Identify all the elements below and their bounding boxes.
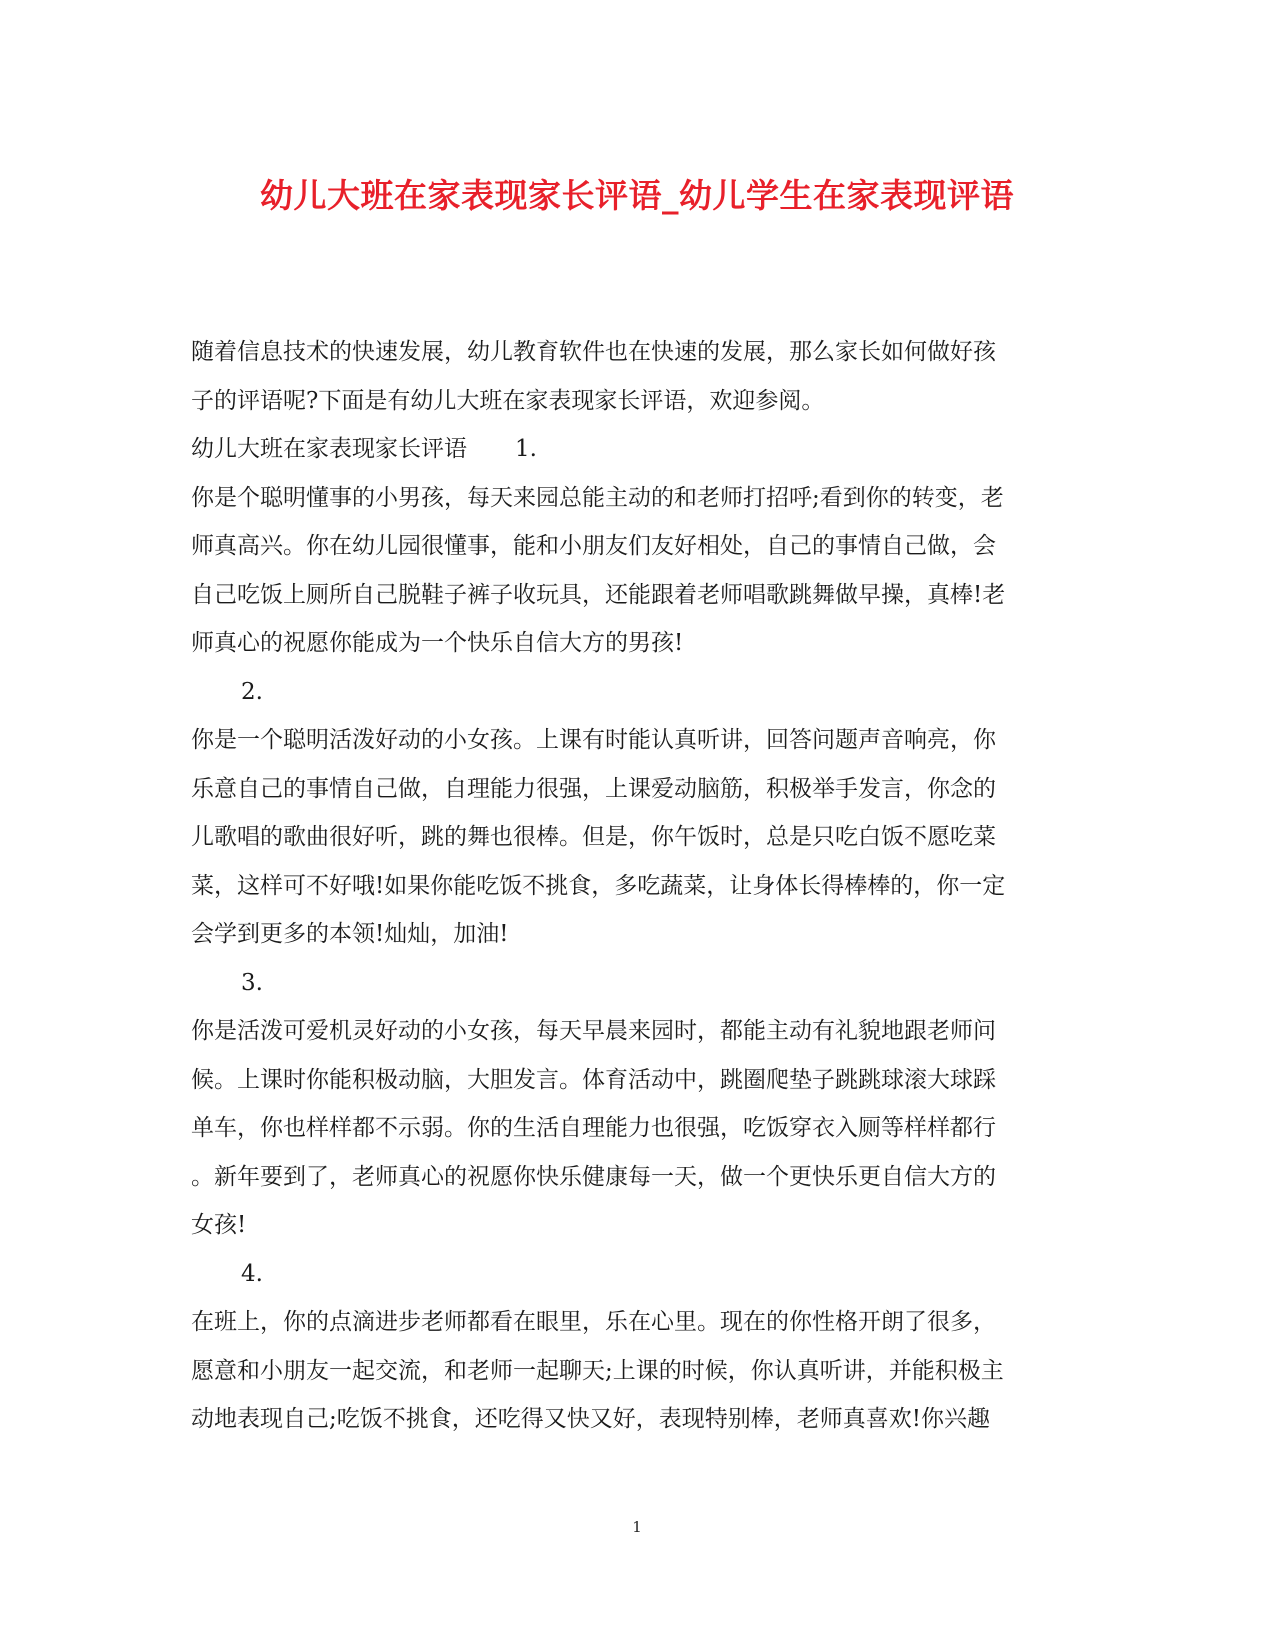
item1-line-4: 师真心的祝愿你能成为一个快乐自信大方的男孩! — [191, 630, 684, 656]
item-number-2: 2. — [241, 678, 263, 705]
item2-line-5: 会学到更多的本领!灿灿，加油! — [191, 921, 509, 947]
item4-line-1: 在班上，你的点滴进步老师都看在眼里，乐在心里。现在的你性格开朗了很多， — [191, 1309, 996, 1335]
item-number-3: 3. — [241, 969, 263, 996]
item4-line-2: 愿意和小朋友一起交流，和老师一起聊天;上课的时候，你认真听讲，并能积极主 — [191, 1357, 1004, 1384]
document-title: 幼儿大班在家表现家长评语_幼儿学生在家表现评语 — [260, 176, 1014, 215]
item-number-1: 1. — [515, 436, 537, 462]
item4-line-3: 动地表现自己;吃饭不挑食，还吃得又快又好，表现特别棒，老师真喜欢!你兴趣 — [191, 1406, 990, 1432]
intro-line-2: 子的评语呢?下面是有幼儿大班在家表现家长评语，欢迎参阅。 — [191, 387, 825, 414]
section-heading-line — [191, 425, 1083, 474]
item1-line-1: 你是个聪明懂事的小男孩，每天来园总能主动的和老师打招呼;看到你的转变，老 — [191, 484, 1004, 511]
item2-line-2: 乐意自己的事情自己做，自理能力很强，上课爱动脑筋，积极举手发言，你念的 — [191, 775, 996, 802]
item3-line-5: 女孩! — [191, 1212, 247, 1238]
item-number-4: 4. — [241, 1260, 263, 1287]
document-body — [191, 328, 1083, 1444]
item2-line-4: 菜，这样可不好哦!如果你能吃饭不挑食，多吃蔬菜，让身体长得棒棒的，你一定 — [191, 872, 1006, 899]
section-heading: 幼儿大班在家表现家长评语 — [191, 436, 467, 462]
item3-line-3: 单车，你也样样都不示弱。你的生活自理能力也很强，吃饭穿衣入厕等样样都行 — [191, 1115, 996, 1141]
item3-line-1: 你是活泼可爱机灵好动的小女孩，每天早晨来园时，都能主动有礼貌地跟老师问 — [191, 1018, 996, 1044]
item3-line-2: 候。上课时你能积极动脑，大胆发言。体育活动中，跳圈爬垫子跳跳球滚大球踩 — [191, 1066, 996, 1093]
item2-line-1: 你是一个聪明活泼好动的小女孩。上课有时能认真听讲，回答问题声音响亮，你 — [191, 727, 996, 753]
item3-line-4: 。新年要到了，老师真心的祝愿你快乐健康每一天，做一个更快乐更自信大方的 — [191, 1163, 996, 1190]
page-number: 1 — [632, 1518, 642, 1536]
item2-line-3: 儿歌唱的歌曲很好听，跳的舞也很棒。但是，你午饭时，总是只吃白饭不愿吃菜 — [191, 824, 996, 850]
intro-line-1: 随着信息技术的快速发展，幼儿教育软件也在快速的发展，那么家长如何做好孩 — [191, 339, 996, 365]
item1-line-3: 自己吃饭上厕所自己脱鞋子裤子收玩具，还能跟着老师唱歌跳舞做早操，真棒!老 — [191, 581, 1006, 608]
item1-line-2: 师真高兴。你在幼儿园很懂事，能和小朋友们友好相处，自己的事情自己做，会 — [191, 533, 996, 559]
